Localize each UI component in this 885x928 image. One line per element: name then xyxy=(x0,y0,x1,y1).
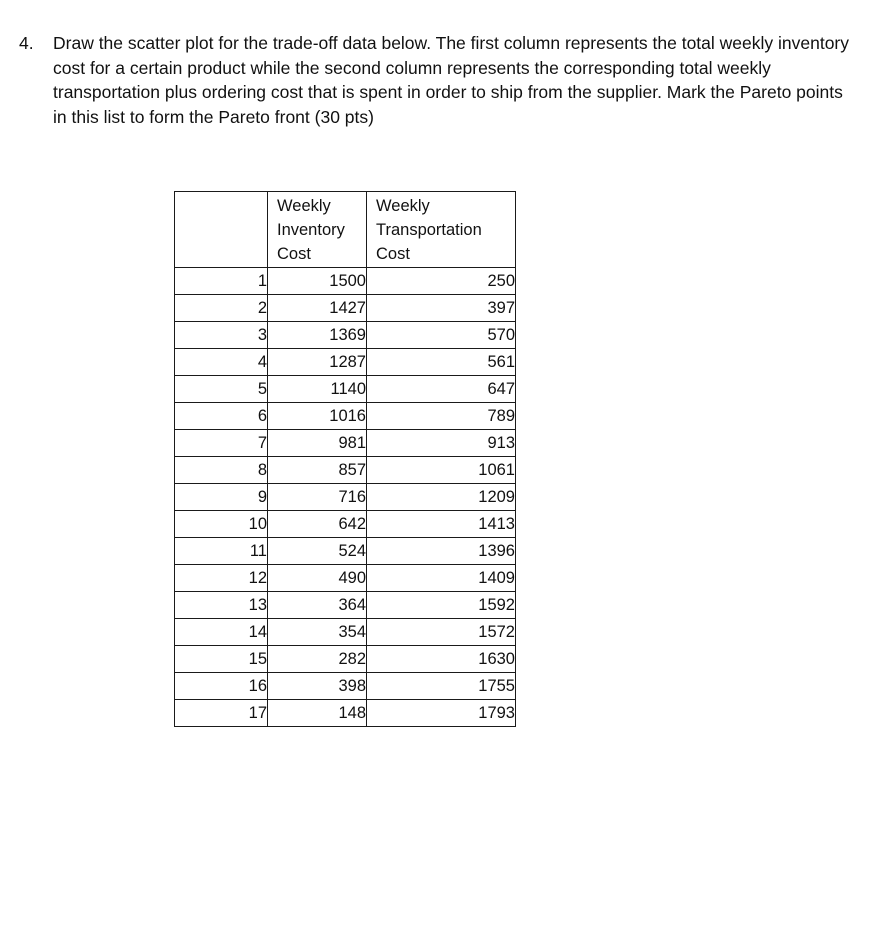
row-index: 15 xyxy=(175,646,268,673)
row-index: 2 xyxy=(175,295,268,322)
transportation-cost-cell: 1209 xyxy=(367,484,516,511)
table-row xyxy=(175,322,516,349)
inventory-cost-cell: 1500 xyxy=(268,268,367,295)
transportation-cost-cell: 1396 xyxy=(367,538,516,565)
table-row xyxy=(175,349,516,376)
trade-off-data-table xyxy=(174,191,516,727)
table-row xyxy=(175,295,516,322)
transportation-cost-cell: 1061 xyxy=(367,457,516,484)
inventory-cost-cell: 1140 xyxy=(268,376,367,403)
row-index: 1 xyxy=(175,268,268,295)
transportation-cost-cell: 913 xyxy=(367,430,516,457)
header-weekly-inventory-cost: Weekly Inventory Cost xyxy=(268,192,367,268)
row-index: 14 xyxy=(175,619,268,646)
row-index: 6 xyxy=(175,403,268,430)
table-row xyxy=(175,538,516,565)
inventory-cost-cell: 1016 xyxy=(268,403,367,430)
transportation-cost-cell: 1592 xyxy=(367,592,516,619)
inventory-cost-cell: 1369 xyxy=(268,322,367,349)
table-row xyxy=(175,376,516,403)
table-row xyxy=(175,673,516,700)
table-row xyxy=(175,403,516,430)
transportation-cost-cell: 397 xyxy=(367,295,516,322)
transportation-cost-cell: 1409 xyxy=(367,565,516,592)
row-index: 12 xyxy=(175,565,268,592)
row-index: 10 xyxy=(175,511,268,538)
row-index: 17 xyxy=(175,700,268,727)
table-row xyxy=(175,619,516,646)
header-weekly-transportation-cost: Weekly Transportation Cost xyxy=(367,192,516,268)
table-row xyxy=(175,430,516,457)
table-row xyxy=(175,268,516,295)
table-row xyxy=(175,457,516,484)
inventory-cost-cell: 642 xyxy=(268,511,367,538)
inventory-cost-cell: 981 xyxy=(268,430,367,457)
table-header-row xyxy=(175,192,516,268)
row-index: 8 xyxy=(175,457,268,484)
inventory-cost-cell: 148 xyxy=(268,700,367,727)
transportation-cost-cell: 789 xyxy=(367,403,516,430)
transportation-cost-cell: 570 xyxy=(367,322,516,349)
row-index: 3 xyxy=(175,322,268,349)
inventory-cost-cell: 364 xyxy=(268,592,367,619)
inventory-cost-cell: 857 xyxy=(268,457,367,484)
table-row xyxy=(175,484,516,511)
row-index: 7 xyxy=(175,430,268,457)
transportation-cost-cell: 1413 xyxy=(367,511,516,538)
inventory-cost-cell: 354 xyxy=(268,619,367,646)
table-row xyxy=(175,646,516,673)
header-index xyxy=(175,192,268,268)
inventory-cost-cell: 1427 xyxy=(268,295,367,322)
inventory-cost-cell: 490 xyxy=(268,565,367,592)
transportation-cost-cell: 1793 xyxy=(367,700,516,727)
transportation-cost-cell: 250 xyxy=(367,268,516,295)
transportation-cost-cell: 1755 xyxy=(367,673,516,700)
question-text: Draw the scatter plot for the trade-off data below. The first column represents the total weekly inventory cost for a certain product while the second column represents the corresponding total weekly transportation plus ordering cost that is spent in order to ship from the supplier. Mark the Pareto points in this list to form the Pareto front (30 pts) xyxy=(53,33,850,127)
row-index: 4 xyxy=(175,349,268,376)
question-block xyxy=(19,31,859,129)
row-index: 11 xyxy=(175,538,268,565)
table-row xyxy=(175,700,516,727)
row-index: 16 xyxy=(175,673,268,700)
inventory-cost-cell: 716 xyxy=(268,484,367,511)
transportation-cost-cell: 561 xyxy=(367,349,516,376)
table-row xyxy=(175,511,516,538)
inventory-cost-cell: 1287 xyxy=(268,349,367,376)
inventory-cost-cell: 398 xyxy=(268,673,367,700)
table-row xyxy=(175,565,516,592)
transportation-cost-cell: 647 xyxy=(367,376,516,403)
inventory-cost-cell: 524 xyxy=(268,538,367,565)
question-number: 4. xyxy=(19,33,34,53)
row-index: 13 xyxy=(175,592,268,619)
transportation-cost-cell: 1572 xyxy=(367,619,516,646)
table-row xyxy=(175,592,516,619)
transportation-cost-cell: 1630 xyxy=(367,646,516,673)
inventory-cost-cell: 282 xyxy=(268,646,367,673)
row-index: 9 xyxy=(175,484,268,511)
row-index: 5 xyxy=(175,376,268,403)
